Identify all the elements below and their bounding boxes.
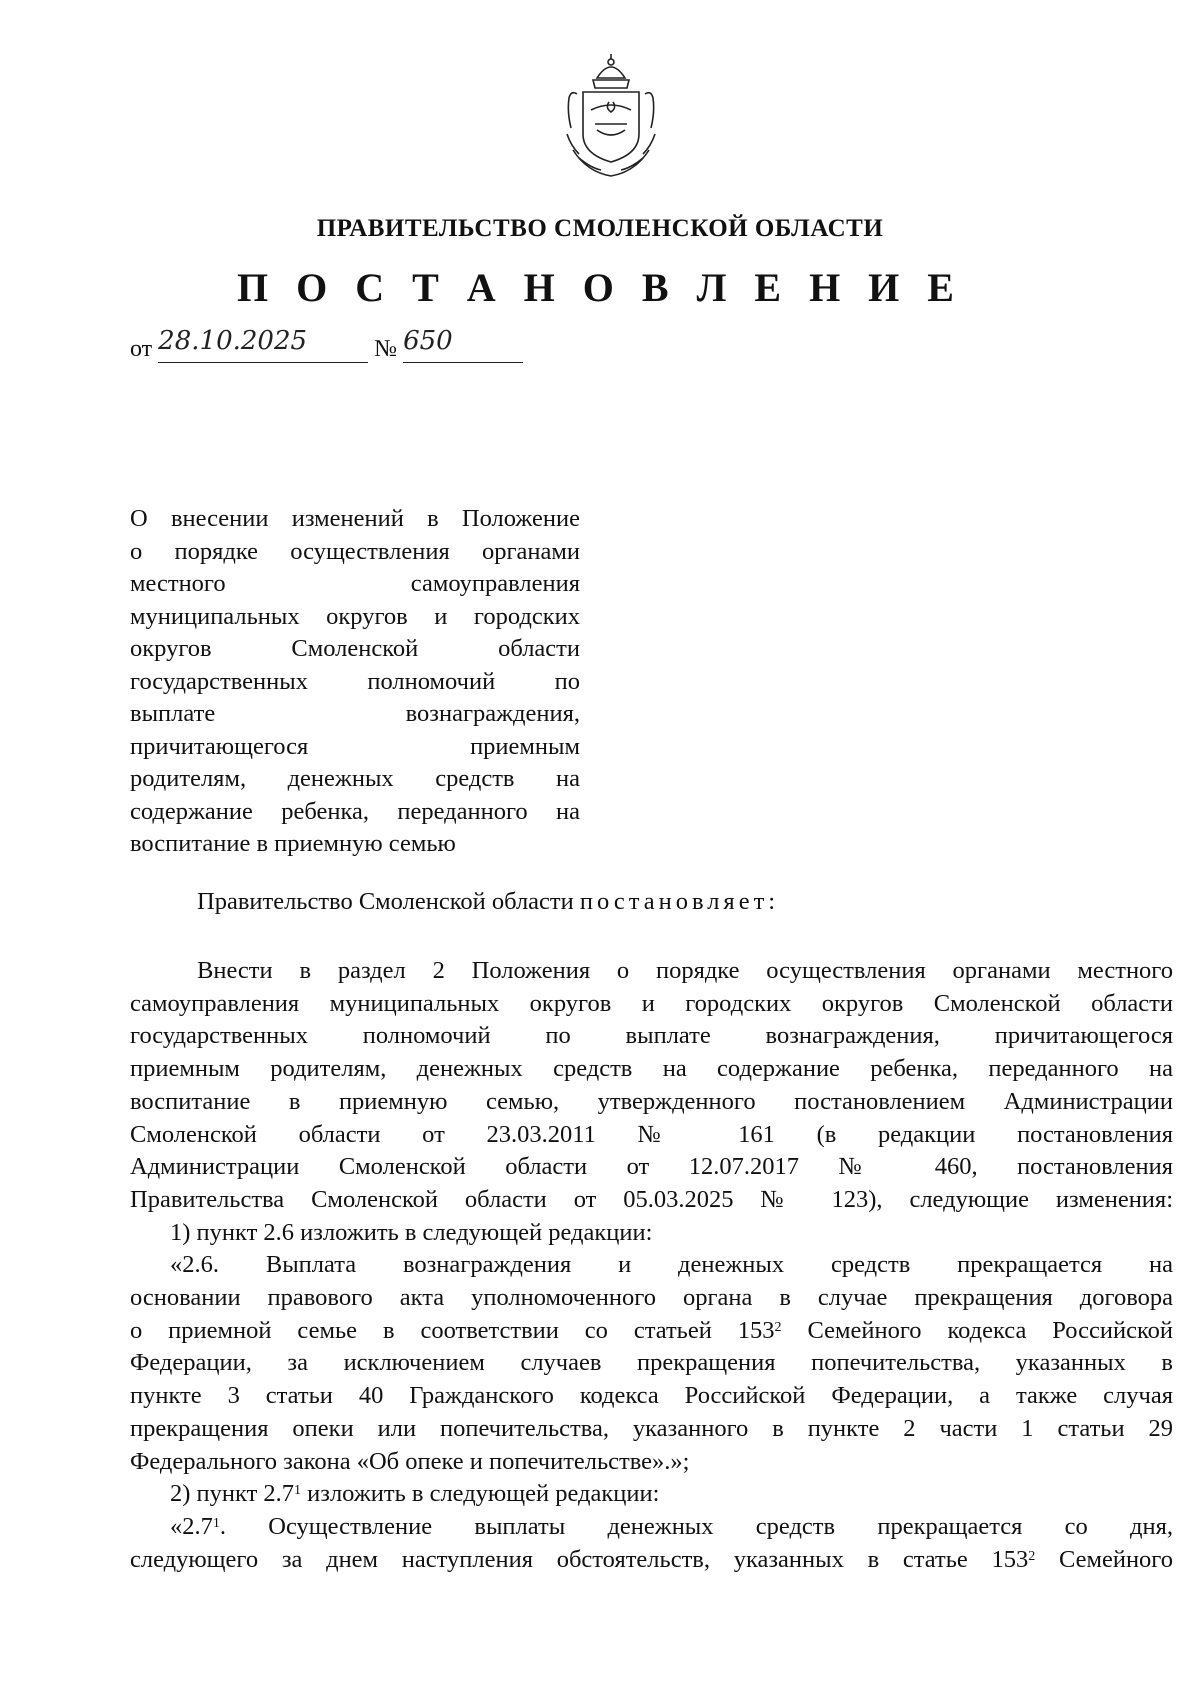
subject-line: о порядке осуществления органами [130, 537, 580, 565]
body-line: 2) пункт $2.7^1$ изложить в следующей редакции: [170, 1480, 660, 1508]
date-field [158, 326, 368, 363]
body-line: Федерации, за исключением случаев прекращения попечительства, указанных в [130, 1349, 1173, 1377]
body-line: Администрации Смоленской области от 12.07.2017 № 460, постановления [130, 1153, 1173, 1181]
decree-statement [197, 888, 779, 916]
subject-line: выплате вознаграждения, [130, 700, 580, 727]
body-line: Внести в раздел 2 Положения о порядке осуществления органами местного [197, 957, 1173, 984]
body-line: государственных полномочий по выплате вознаграждения, причитающегося [130, 1022, 1173, 1050]
body-line: самоуправления муниципальных округов и городских округов Смоленской области [130, 989, 1173, 1017]
body-line: «2.6. Выплата вознаграждения и денежных средств прекращается на [170, 1251, 1173, 1279]
body-line: Федерального закона «Об опеке и попечительстве».»; [130, 1447, 690, 1475]
body-line: основании правового акта уполномоченного органа в случае прекращения договора [130, 1284, 1173, 1312]
document-body [130, 955, 1173, 1576]
government-name: ПРАВИТЕЛЬСТВО СМОЛЕНСКОЙ ОБЛАСТИ [316, 215, 884, 242]
subject-line: содержание ребенка, переданного на [130, 797, 580, 825]
subject-line: родителям, денежных средств на [130, 765, 580, 792]
subject-line: муниципальных округов и городских [130, 602, 580, 630]
body-line: воспитание в приемную семью, утвержденного постановлением Администрации [130, 1087, 1173, 1115]
body-line: пункте 3 статьи 40 Гражданского кодекса Российской Федерации, а также случая [130, 1382, 1173, 1410]
document-type-title: П О С Т А Н О В Л Е Н И Е [237, 265, 963, 310]
subject-line: округов Смоленской области [130, 635, 580, 662]
document-subject [130, 503, 580, 861]
handwritten-number: 650 [403, 326, 453, 356]
subject-line: О внесении изменений в Положение [130, 505, 580, 532]
body-line: о приемной семье в соответствии со статьей $153^2$ Семейного кодекса Российской [130, 1316, 1173, 1344]
body-line: следующего за днем наступления обстоятельств, указанных в статье $153^2$ Семейного [130, 1545, 1173, 1573]
number-label: № [374, 336, 398, 362]
body-line: приемным родителям, денежных средств на содержание ребенка, переданного на [130, 1055, 1173, 1083]
number-field [403, 326, 523, 363]
body-line: прекращения опеки или попечительства, указанного в пункте 2 части 1 статьи 29 [130, 1414, 1173, 1442]
subject-line: воспитание в приемную семью [130, 830, 456, 857]
body-line: «$2.7^1$. Осуществление выплаты денежных средств прекращается со дня, [170, 1512, 1173, 1540]
coat-of-arms-icon [557, 50, 665, 185]
decree-lead: Правительство Смоленской области [197, 888, 580, 915]
subject-line: государственных полномочий по [130, 667, 580, 695]
body-line: Правительства Смоленской области от 05.03.2025 № 123), следующие изменения: [130, 1185, 1173, 1213]
decree-verb: постановляет: [579, 888, 780, 915]
handwritten-date: 28.10.2025 [158, 326, 308, 356]
subject-line: причитающегося приемным [130, 732, 580, 760]
subject-line: местного самоуправления [130, 570, 580, 597]
body-line: 1) пункт 2.6 изложить в следующей редакции: [170, 1218, 653, 1246]
date-number-line [130, 326, 523, 363]
date-label: от [130, 336, 153, 362]
body-line: Смоленской области от 23.03.2011 № 161 (в редакции постановления [130, 1120, 1173, 1148]
